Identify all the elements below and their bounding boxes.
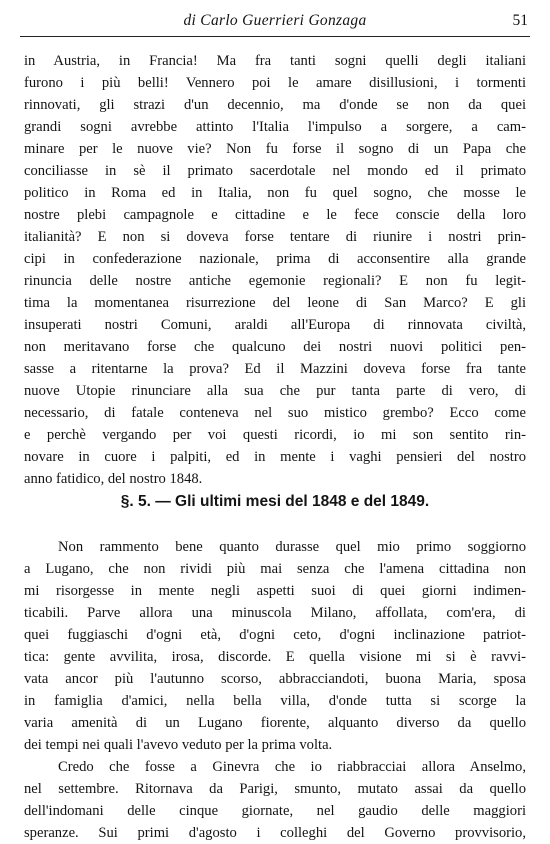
text-line: nostre plebi campagnole e cittadine e le fece conscie della loro — [24, 207, 526, 223]
text-line: tica: gente avvilita, irosa, discorde. E quella visione mi si è ravvi- — [24, 649, 526, 665]
text-line: nel settembre. Ritornava da Parigi, smunto, mutato assai da quello — [24, 781, 526, 797]
text-line: quei fuggiaschi d'ogni età, d'ogni ceto, d'ogni inclinazione patriot- — [24, 627, 526, 643]
text-line: in Austria, in Francia! Ma fra tanti sogni quelli degli italiani — [24, 53, 526, 69]
text-line: dei tempi nei quali l'avevo veduto per la prima volta. — [24, 737, 333, 753]
running-title: di Carlo Guerrieri Gonzaga — [183, 12, 367, 29]
text-line: tima la momentanea risurrezione del leone di San Marco? E gli — [24, 295, 526, 311]
text-line: anno fatidico, del nostro 1848. — [24, 471, 203, 487]
text-line: varia amenità di un Lugano fiorente, alquanto diverso da quello — [24, 715, 526, 731]
text-line: sasse a ritentarne la prova? Ed il Mazzini doveva forse fra tante — [24, 361, 526, 377]
text-line: a Lugano, che non rividi più mai senza che l'amena cittadina non — [24, 561, 526, 577]
running-header — [20, 10, 530, 37]
text-line: grandi sogni avrebbe attinto l'Italia l'impulso a sorgere, a cam- — [24, 119, 526, 135]
text-line: novare in cuore i palpiti, ed in mente i vaghi pensieri del nostro — [24, 449, 526, 465]
text-line: ticabili. Parve allora una minuscola Milano, affollata, com'era, di — [24, 605, 526, 621]
text-line: politico in Roma ed in Italia, non fu quel sogno, che mosse le — [24, 185, 526, 201]
text-line: in famiglia d'amici, nella bella villa, d'onde tutta si scorge la — [24, 693, 526, 709]
text-line: insuperati nostri Comuni, araldi all'Europa di rinnovata civiltà, — [24, 317, 526, 333]
text-line: minare per le nuove vie? Non fu forse il sogno di un Papa che — [24, 141, 526, 157]
text-line: italianità? E non si doveva forse tentare di riunire i nostri prin- — [24, 229, 526, 245]
text-line: cipi in confederazione nazionale, prima di acconsentire alla grande — [24, 251, 526, 267]
text-line: Non rammento bene quanto durasse quel mio primo soggiorno — [58, 539, 526, 555]
text-line: e perchè vergando per voi questi ricordi, io mi son sentito rin- — [24, 427, 526, 443]
text-line: speranze. Sui primi d'agosto i colleghi del Governo provvisorio, — [24, 825, 526, 841]
text-line: furono i più belli! Vennero poi le amare disillusioni, i tormenti — [24, 75, 526, 91]
text-line: mi risorgesse in mente negli aspetti suoi di quei giorni indimen- — [24, 583, 526, 599]
text-line: conciliasse in sè il primato sacerdotale nel mondo ed il primato — [24, 163, 526, 179]
text-line: necessario, di fatale conteneva nel suo mistico grembo? Ecco come — [24, 405, 526, 421]
text-line: vata ancor più l'autunno scorso, abbracciandoti, buona Maria, sposa — [24, 671, 526, 687]
text-line: rinnovati, gli strazi d'un decennio, ma d'onde se non da quei — [24, 97, 526, 113]
section-heading: §. 5. — Gli ultimi mesi del 1848 e del 1849. — [120, 493, 430, 510]
text-line: rinuncia delle nostre antiche egemonie regionali? E non fu legit- — [24, 273, 526, 289]
text-line: Credo che fosse a Ginevra che io riabbracciai allora Anselmo, — [58, 759, 526, 775]
text-line: dell'indomani delle cinque giornate, nel gaudio delle maggiori — [24, 803, 526, 819]
page-number: 51 — [512, 12, 528, 29]
text-line: nuove Utopie rinunciare alla sua che pur tanta parte di vero, di — [24, 383, 526, 399]
text-line: non meritavano forse che qualcuno dei nostri nuovi politici pen- — [24, 339, 526, 355]
